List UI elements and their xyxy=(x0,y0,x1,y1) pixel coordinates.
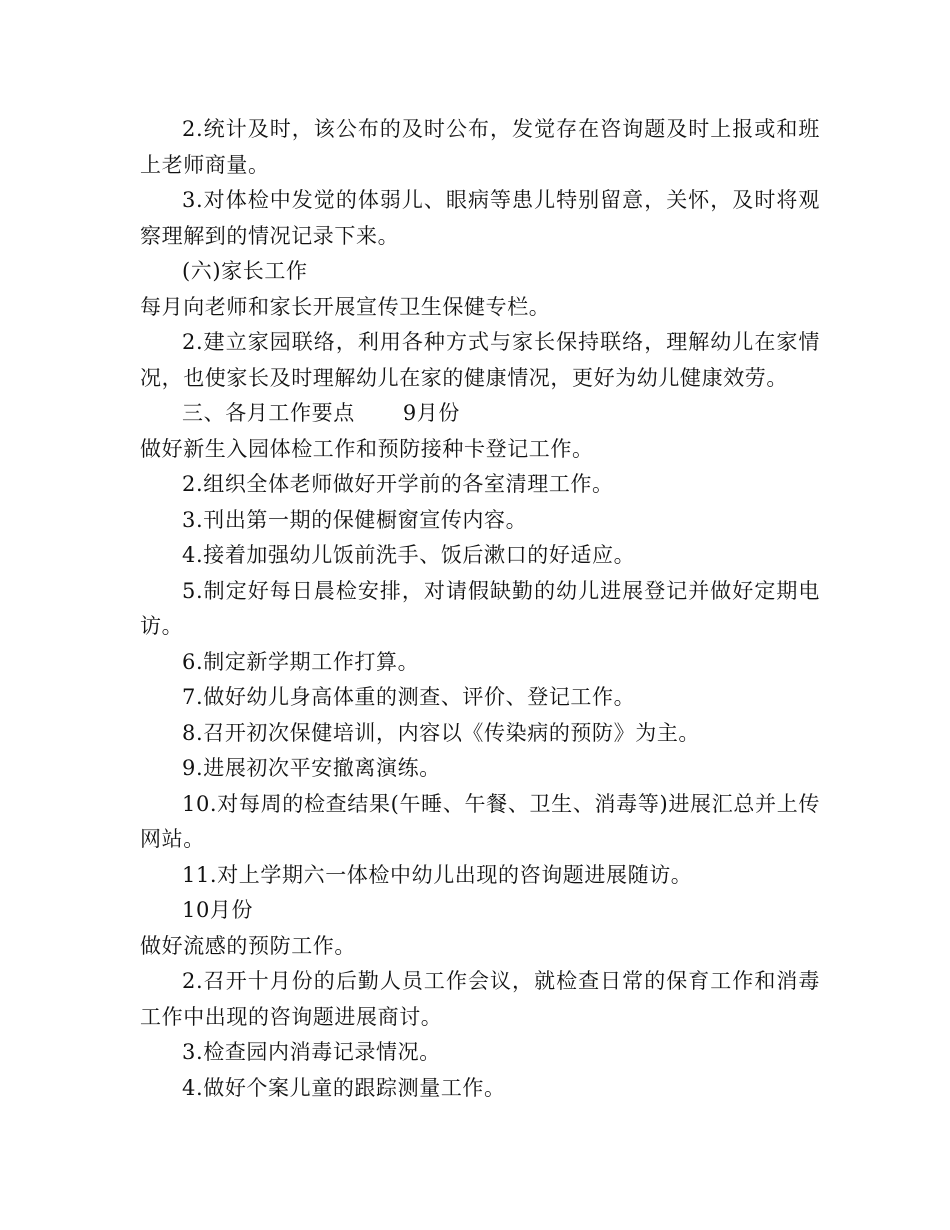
paragraph-logistics-meeting: 2.召开十月份的后勤人员工作会议，就检查日常的保育工作和消毒工作中出现的咨询题进展商讨。 xyxy=(140,969,820,1029)
section-heading-monthly-points xyxy=(140,396,820,432)
paragraph-home-school-contact: 2.建立家园联络，利用各种方式与家长保持联络，理解幼儿在家情况，也使家长及时理解幼儿在家的健康情况，更好为幼儿健康效劳。 xyxy=(140,330,820,390)
paragraph-work-plan: 6.制定新学期工作打算。 xyxy=(182,649,420,674)
paragraph-disinfection-records: 3.检查园内消毒记录情况。 xyxy=(182,1040,441,1064)
document-body xyxy=(140,112,820,1106)
paragraph-window-publicity: 3.刊出第一期的保健橱窗宣传内容。 xyxy=(182,507,528,532)
section-heading-october: 10月份 xyxy=(182,898,254,922)
paragraph-flu-prevention: 做好流感的预防工作。 xyxy=(140,933,356,958)
paragraph-morning-check: 5.制定好每日晨检安排，对请假缺勤的幼儿进展登记并做好定期电访。 xyxy=(140,578,820,638)
paragraph-handwashing: 4.接着加强幼儿饭前洗手、饭后漱口的好适应。 xyxy=(182,543,636,567)
paragraph-weekly-summary: 10.对每周的检查结果(午睡、午餐、卫生、消毒等)进展汇总并上传网站。 xyxy=(140,791,820,851)
paragraph-monthly-column: 每月向老师和家长开展宣传卫生保健专栏。 xyxy=(140,294,551,319)
paragraph-room-cleaning: 2.组织全体老师做好开学前的各室清理工作。 xyxy=(182,472,614,496)
paragraph-new-student-checkup: 做好新生入园体检工作和预防接种卡登记工作。 xyxy=(140,436,594,461)
paragraph-statistics: 2.统计及时，该公布的及时公布，发觉存在咨询题及时上报或和班上老师商量。 xyxy=(140,117,820,177)
paragraph-health-training: 8.召开初次保健培训，内容以《传染病的预防》为主。 xyxy=(182,720,701,745)
paragraph-height-weight: 7.做好幼儿身高体重的测查、评价、登记工作。 xyxy=(182,685,636,709)
paragraph-follow-up: 11.对上学期六一体检中幼儿出现的咨询题进展随访。 xyxy=(182,862,693,887)
month-september: 9月份 xyxy=(402,401,460,425)
paragraph-case-tracking: 4.做好个案儿童的跟踪测量工作。 xyxy=(182,1075,506,1100)
paragraph-weak-children: 3.对体检中发觉的体弱儿、眼病等患儿特别留意，关怀，及时将观察理解到的情况记录下来。 xyxy=(140,188,820,248)
paragraph-evacuation-drill: 9.进展初次平安撤离演练。 xyxy=(182,756,441,780)
section-heading-parent-work: (六)家长工作 xyxy=(182,259,308,283)
monthly-points-title: 三、各月工作要点 xyxy=(182,401,355,425)
